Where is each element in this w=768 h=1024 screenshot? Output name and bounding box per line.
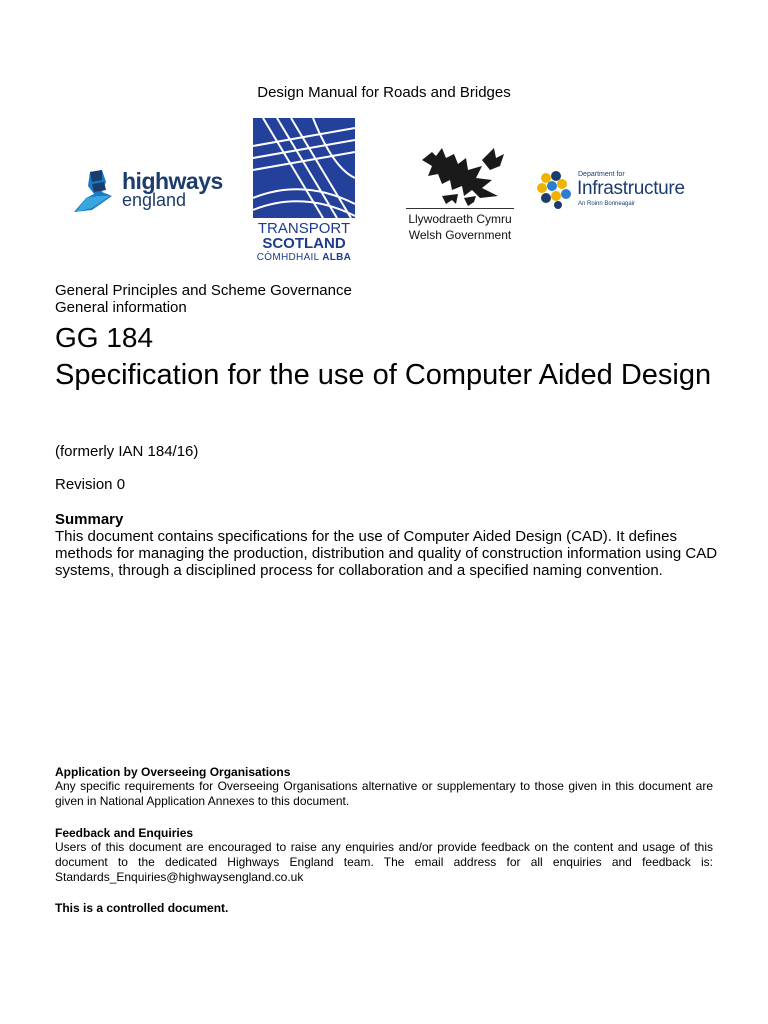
transport-scotland-roads-icon [253, 118, 355, 218]
formerly-note: (formerly IAN 184/16) [55, 443, 199, 460]
document-subcategory: General information [55, 299, 187, 316]
transport-scotland-logo [253, 118, 355, 266]
application-heading: Application by Overseeing Organisations [55, 765, 291, 779]
summary-heading: Summary [55, 511, 124, 528]
revision: Revision 0 [55, 476, 126, 493]
document-category: General Principles and Scheme Governance [55, 282, 352, 299]
transport-scotland-line3a: CÒMHDHAIL [256, 252, 320, 263]
application-text: Any specific requirements for Overseeing Organisations alternative or supplementary to those given in this document are given in National Application Annexes to this document. [55, 779, 713, 808]
welsh-dragon-icon [402, 140, 518, 206]
welsh-government-divider [406, 208, 514, 209]
dfi-logo [536, 170, 696, 212]
document-code: GG 184 [55, 322, 154, 353]
manual-title: Design Manual for Roads and Bridges [257, 84, 511, 101]
feedback-text: Users of this document are encouraged to raise any enquiries and/or provide feedback on the content and usage of this document to the dedicated Highways England team. The email address for all enquiries and feedback is: Standards_Enquiries@highwaysengland.co.uk [55, 840, 713, 884]
transport-scotland-line1: TRANSPORT [257, 220, 351, 237]
dfi-line3: An Roinn Bonneagair [578, 201, 636, 207]
summary-text: This document contains specifications for the use of Computer Aided Design (CAD). It defines methods for managing the production, distribution and quality of construction information using CAD systems, through a disciplined process for collaboration and a specified naming convention. [55, 528, 718, 580]
welsh-government-line2: Welsh Government [408, 228, 512, 242]
highways-england-mark-icon [72, 168, 118, 214]
transport-scotland-line3 [253, 252, 355, 263]
transport-scotland-line3b: ALBA [322, 252, 352, 263]
feedback-heading: Feedback and Enquiries [55, 826, 194, 840]
highways-england-line2: england [122, 190, 187, 210]
dfi-line1: Department for [578, 171, 625, 178]
dfi-line2: Infrastructure [577, 178, 685, 199]
welsh-government-line1: Llywodraeth Cymru [408, 212, 512, 226]
dfi-hexagon-icon [536, 170, 574, 210]
highways-england-logo [72, 168, 232, 214]
highways-england-line1: highways [122, 168, 223, 194]
document-title: Specification for the use of Computer Aided Design [55, 359, 712, 391]
welsh-government-logo [402, 140, 518, 244]
controlled-document-note: This is a controlled document. [55, 901, 229, 915]
transport-scotland-line2: SCOTLAND [262, 235, 346, 252]
